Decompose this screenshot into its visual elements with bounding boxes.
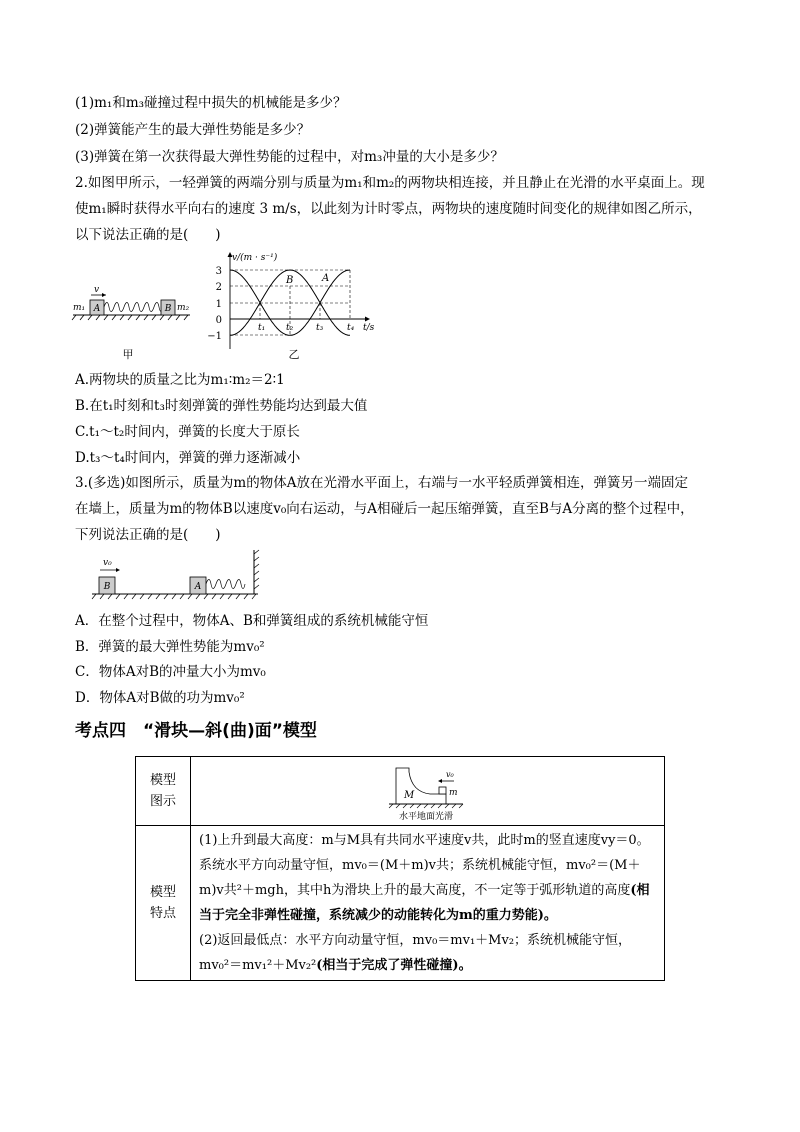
yi-ytick: 3	[215, 266, 222, 277]
q2-option-d: D.t₃～t₄时间内，弹簧的弹力逐渐减小	[75, 450, 301, 466]
yi-ytick: 2	[215, 282, 222, 293]
yi-ytick: 1	[215, 299, 222, 310]
q1-sub-3: (3)弹簧在第一次获得最大弹性势能的过程中，对m₃冲量的大小是多少？	[75, 149, 504, 165]
curve-b-label: B	[286, 275, 294, 286]
small-block-label: m	[448, 788, 458, 798]
feature-1-emphasis: (相当于完全非弹性碰撞，系统减少的动能转化为m的重力势能)。	[199, 883, 650, 923]
small-block	[439, 787, 446, 794]
yi-xtick: t₃	[316, 323, 324, 333]
block-a-label: A	[93, 304, 101, 314]
figure-caption: 水平地面光滑	[398, 812, 453, 822]
yi-ytick: 0	[215, 315, 222, 326]
q1-sub-2: (2)弹簧能产生的最大弹性势能是多少？	[75, 122, 311, 138]
slider-slope-figure	[383, 762, 473, 822]
feature-paragraph-1	[199, 828, 656, 928]
yi-ytick: −1	[207, 331, 222, 342]
q3-option-b: B．弹簧的最大弹性势能为mv₀²	[75, 639, 265, 655]
q2-figure-yi	[207, 248, 390, 365]
feature-2-emphasis: (相当于完成了弹性碰撞)。	[316, 958, 472, 973]
q2-stem-line2: 使m₁瞬时获得水平向右的速度 3 m/s，以此刻为计时零点，两物块的速度随时间变化的规律如图乙所示，	[75, 201, 702, 217]
section-title: 考点四 “滑块—斜(曲)面”模型	[75, 721, 317, 741]
feature-paragraph-2	[199, 928, 656, 978]
yi-ylabel: v/(m · s⁻¹)	[232, 253, 278, 263]
q2-option-a: A.两物块的质量之比为m₁∶m₂＝2∶1	[75, 372, 285, 388]
figure-jia-caption: 甲	[122, 348, 134, 361]
yi-xtick: t₂	[286, 323, 294, 333]
model-table	[135, 756, 665, 981]
big-block-label: M	[403, 790, 414, 801]
spring	[104, 303, 164, 312]
yi-xtick: t₁	[258, 323, 266, 333]
block-a-label: A	[194, 582, 202, 592]
q3-option-d: D．物体A对B做的功为mv₀²	[75, 690, 245, 706]
q3-option-c: C．物体A对B的冲量大小为mv₀	[75, 664, 266, 680]
table-row	[136, 826, 665, 981]
q3-stem-line2: 在墙上，质量为m的物体B以速度v₀向右运动，与A相碰后一起压缩弹簧，直至B与A分离的整个过程中，	[75, 501, 694, 517]
model-features-cell	[191, 826, 665, 981]
row2-label-b: 特点	[149, 906, 176, 921]
q3-figure	[92, 548, 267, 603]
yi-xlabel: t/s	[363, 323, 375, 333]
feature-2-text: (2)返回最低点：水平方向动量守恒，mv₀＝mv₁＋Mv₂；系统机械能守恒，mv₀²＝mv₁²＋Mv₂²	[199, 933, 632, 973]
row2-label-a: 模型	[149, 885, 176, 900]
table-label-cell	[136, 826, 191, 981]
feature-1-text: (1)上升到最大高度：m与M具有共同水平速度v共，此时m的竖直速度vy＝0。系统水平方向动量守恒，mv₀＝(M＋m)v共；系统机械能守恒，mv₀²＝(M＋m)v共²＋mgh，其中h为滑块上升的最大高度，不一定等于弧形轨道的高度	[199, 833, 650, 898]
q2-option-b: B.在t₁时刻和t₃时刻弹簧的弹性势能均达到最大值	[75, 398, 368, 414]
block-b-label: B	[103, 582, 111, 592]
m2-label: m₂	[177, 303, 190, 313]
v0-label: v₀	[445, 770, 454, 779]
q3-stem-line1: 3.(多选)如图所示，质量为m的物体A放在光滑水平面上，右端与一水平轻质弹簧相连，弹簧另一端固定	[75, 475, 688, 491]
yi-xtick: t₄	[347, 323, 355, 333]
q3-option-a: A．在整个过程中，物体A、B和弹簧组成的系统机械能守恒	[75, 613, 429, 629]
q2-option-c: C.t₁～t₂时间内，弹簧的长度大于原长	[75, 424, 300, 440]
figure-yi-caption: 乙	[288, 348, 300, 361]
row1-label-a: 模型	[149, 773, 176, 788]
q3-stem-line3: 下列说法正确的是( )	[75, 527, 221, 543]
spring	[206, 580, 245, 589]
q1-sub-1: (1)m₁和m₃碰撞过程中损失的机械能是多少？	[75, 95, 347, 111]
q2-stem-line1: 2.如图甲所示，一轻弹簧的两端分别与质量为m₁和m₂的两物块相连接，并且静止在光滑的水平桌面上。现	[75, 175, 705, 191]
table-row	[136, 757, 665, 826]
model-figure-cell	[191, 757, 665, 826]
q2-figure-jia	[70, 280, 200, 365]
v0-label: v₀	[103, 558, 112, 568]
velocity-label: v	[94, 285, 100, 295]
row1-label-b: 图示	[149, 794, 176, 809]
table-label-cell	[136, 757, 191, 826]
block-b-label: B	[164, 304, 172, 314]
q2-stem-line3: 以下说法正确的是( )	[75, 227, 221, 243]
curve-a-label: A	[322, 273, 330, 284]
m1-label: m₁	[73, 303, 86, 313]
